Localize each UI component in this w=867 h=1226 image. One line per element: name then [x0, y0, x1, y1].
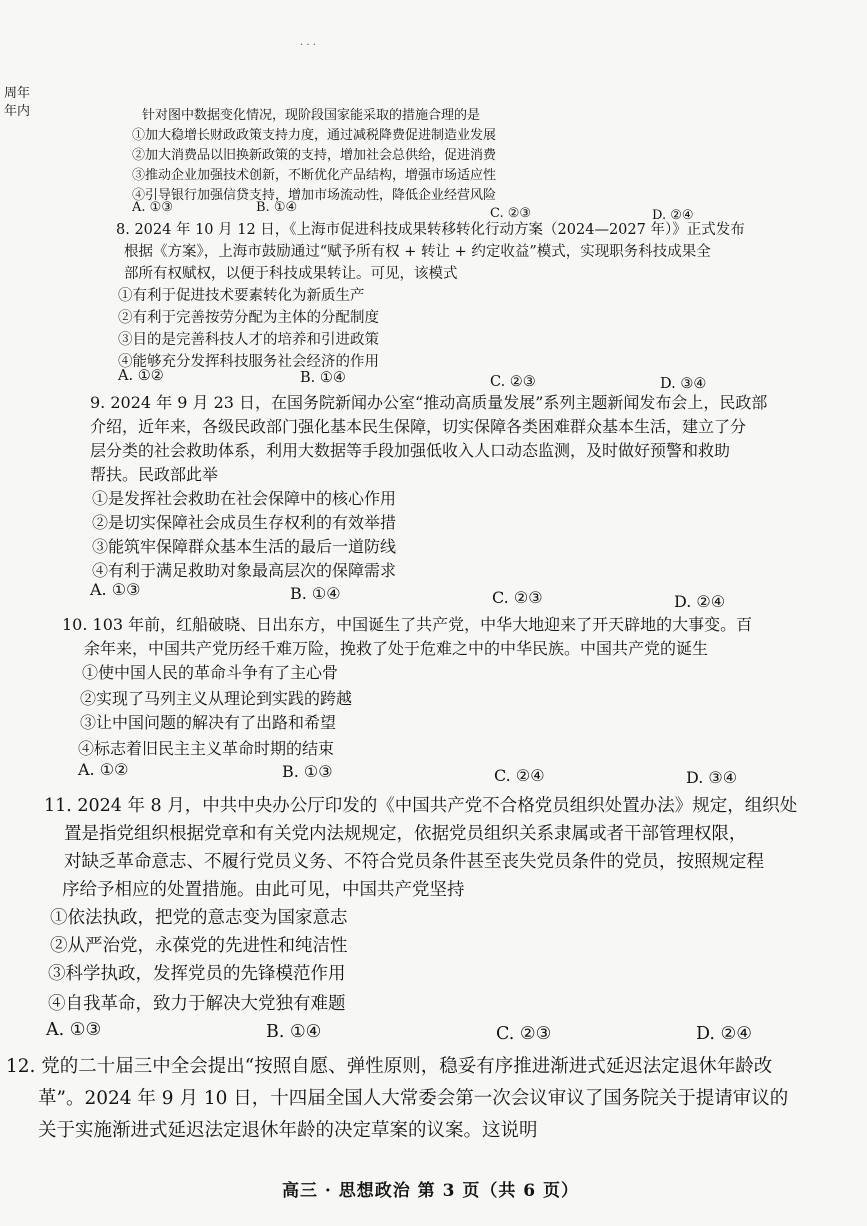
- q10-item-4: ④标志着旧民主主义革命时期的结束: [78, 739, 335, 758]
- q11-stem-2: 置是指党组织根据党章和有关党内法规规定，依据党员组织关系隶属或者干部管理权限，: [64, 824, 747, 844]
- q7-option-b: B. ①④: [256, 200, 298, 215]
- header-mark: · · ·: [300, 40, 316, 51]
- q7-item-1: ①加大稳增长财政政策支持力度，通过减税降费促进制造业发展: [132, 128, 497, 143]
- q8-option-a: A. ①②: [118, 368, 164, 384]
- q9-stem-2: 介绍，近年来，各级民政部门强化基本民生保障，切实保障各类困难群众基本生活，建立了分: [90, 417, 747, 436]
- q12-stem-3: 关于实施渐进式延迟法定退休年龄的决定草案的议案。这说明: [38, 1120, 538, 1141]
- q8-option-d: D. ③④: [660, 376, 707, 392]
- q10-stem-2: 余年来，中国共产党历经千难万险，挽救了处于危难之中的中华民族。中国共产党的诞生: [84, 639, 709, 658]
- q10-item-3: ③让中国问题的解决有了出路和希望: [80, 713, 337, 732]
- q8-option-b: B. ①④: [300, 370, 346, 386]
- q9-item-3: ③能筑牢保障群众基本生活的最后一道防线: [92, 537, 397, 556]
- q11-stem-1: 11. 2024 年 8 月，中共中央办公厅印发的《中国共产党不合格党员组织处置办法》规定，组织处: [44, 796, 798, 816]
- q11-option-a: A. ①③: [46, 1020, 102, 1040]
- q9-stem-1: 9. 2024 年 9 月 23 日，在国务院新闻办公室“推动高质量发展”系列主题新闻发布会上，民政部: [90, 393, 768, 412]
- q10-item-2: ②实现了马列主义从理论到实践的跨越: [80, 689, 353, 708]
- q11-item-4: ④自我革命，致力于解决大党独有难题: [48, 994, 346, 1014]
- q8-stem-2: 根据《方案》，上海市鼓励通过“赋予所有权 + 转让 + 约定收益”模式，实现职务科技成果全: [124, 244, 711, 260]
- q9-option-c: C. ②③: [492, 588, 543, 607]
- q7-item-2: ②加大消费品以旧换新政策的支持，增加社会总供给，促进消费: [132, 148, 497, 163]
- q7-item-3: ③推动企业加强技术创新，不断优化产品结构，增强市场适应性: [132, 168, 497, 183]
- q9-stem-4: 帮扶。民政部此举: [90, 465, 219, 484]
- q10-item-1: ①使中国人民的革命斗争有了主心骨: [82, 663, 339, 682]
- q7-item-4: ④引导银行加强信贷支持，增加市场流动性，降低企业经营风险: [132, 188, 497, 203]
- q12-stem-2: 革”。2024 年 9 月 10 日，十四届全国人大常委会第一次会议审议了国务院关于提请审议的: [38, 1088, 789, 1109]
- margin-note-1: 周年: [4, 86, 31, 101]
- q8-option-c: C. ②③: [490, 374, 536, 390]
- q11-item-3: ③科学执政，发挥党员的先锋模范作用: [48, 964, 346, 984]
- margin-note-2: 年内: [4, 104, 31, 119]
- q12-stem-1: 12. 党的二十届三中全会提出“按照自愿、弹性原则，稳妥有序推进渐进式延迟法定退休年龄改: [6, 1056, 773, 1077]
- q7-stem: 针对图中数据变化情况，现阶段国家能采取的措施合理的是: [142, 108, 481, 123]
- q9-item-1: ①是发挥社会救助在社会保障中的核心作用: [92, 489, 397, 508]
- page-footer: 高三 · 思想政治 第 3 页（共 6 页）: [282, 1181, 580, 1201]
- q8-item-4: ④能够充分发挥科技服务社会经济的作用: [118, 354, 379, 370]
- q11-item-1: ①依法执政，把党的意志变为国家意志: [50, 908, 348, 928]
- q10-option-a: A. ①②: [78, 760, 129, 779]
- q9-item-2: ②是切实保障社会成员生存权利的有效举措: [92, 513, 397, 532]
- q9-item-4: ④有利于满足救助对象最高层次的保障需求: [92, 561, 397, 580]
- q9-stem-3: 层分类的社会救助体系，利用大数据等手段加强低收入人口动态监测，及时做好预警和救助: [90, 441, 731, 460]
- q11-stem-3: 对缺乏革命意志、不履行党员义务、不符合党员条件甚至丧失党员条件的党员，按照规定程: [64, 852, 764, 872]
- q10-option-b: B. ①③: [282, 762, 333, 781]
- q7-option-d: D. ②④: [652, 208, 694, 223]
- q11-item-2: ②从严治党，永葆党的先进性和纯洁性: [50, 936, 348, 956]
- q9-option-a: A. ①③: [90, 580, 141, 599]
- q9-option-b: B. ①④: [290, 584, 341, 603]
- q8-stem-3: 部所有权赋权，以便于科技成果转让。可见，该模式: [124, 266, 458, 282]
- q8-item-2: ②有利于完善按劳分配为主体的分配制度: [118, 310, 379, 326]
- q10-option-c: C. ②④: [494, 766, 545, 785]
- q8-stem-1: 8. 2024 年 10 月 12 日，《上海市促进科技成果转移转化行动方案（2024—2027 年）》正式发布: [116, 222, 745, 238]
- q9-option-d: D. ②④: [674, 592, 726, 611]
- q11-option-c: C. ②③: [496, 1024, 552, 1044]
- q7-option-c: C. ②③: [490, 206, 532, 221]
- q8-item-3: ③目的是完善科技人才的培养和引进政策: [118, 332, 379, 348]
- q7-option-a: A. ①③: [132, 200, 173, 215]
- q10-stem-1: 10. 103 年前，红船破晓、日出东方，中国诞生了共产党，中华大地迎来了开天辟地的大事变。百: [62, 615, 753, 634]
- q11-option-b: B. ①④: [266, 1022, 322, 1042]
- q8-item-1: ①有利于促进技术要素转化为新质生产: [118, 288, 365, 304]
- q11-stem-4: 序给予相应的处置措施。由此可见，中国共产党坚持: [62, 880, 465, 900]
- q10-option-d: D. ③④: [686, 768, 738, 787]
- q11-option-d: D. ②④: [696, 1024, 752, 1044]
